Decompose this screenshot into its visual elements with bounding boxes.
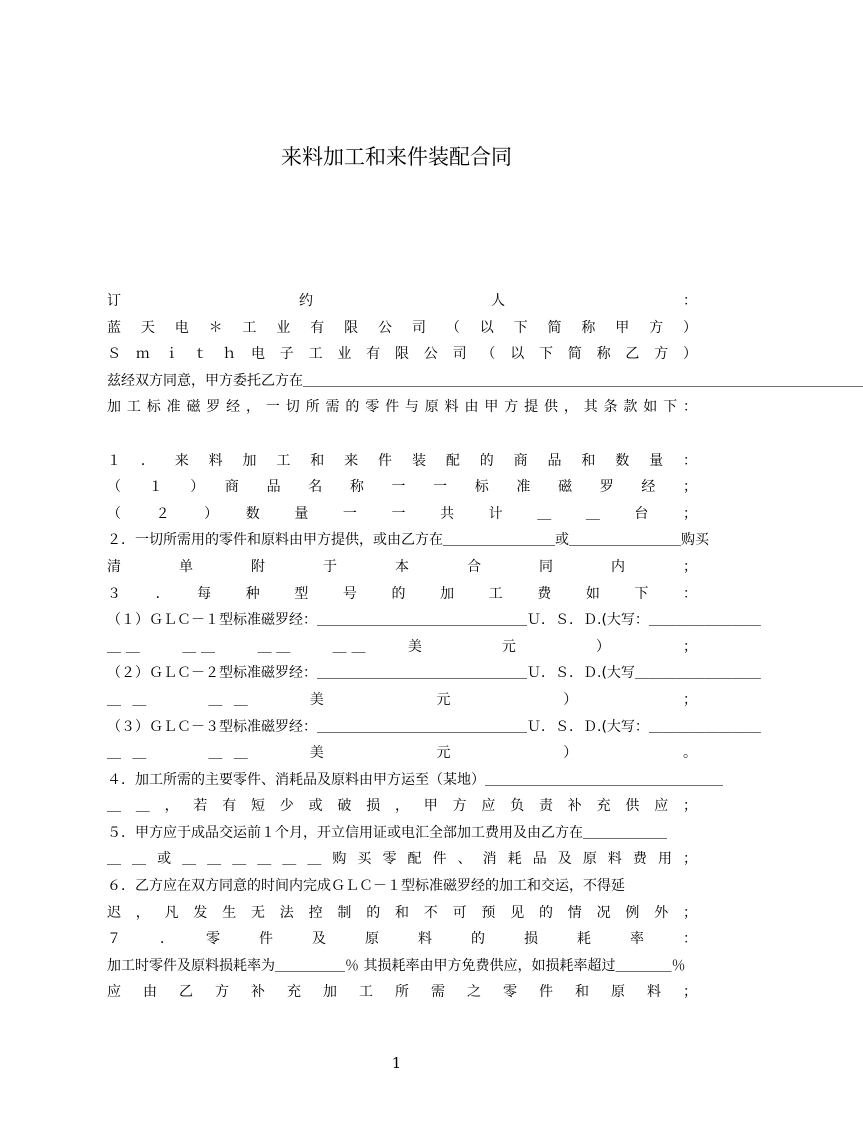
clause-3-item-2: （２）ＧＬＣ－２型标准磁罗经：＿＿＿＿＿＿＿＿＿＿＿＿＿＿＿Ｕ．Ｓ．Ｄ.(大写＿＿＿＿＿＿＿＿＿ <box>107 665 761 682</box>
clause-3-item-3: （３）ＧＬＣ－３型标准磁罗经：＿＿＿＿＿＿＿＿＿＿＿＿＿＿＿Ｕ．Ｓ．Ｄ.(大写：＿＿＿＿＿＿＿＿ <box>107 718 761 735</box>
clause-7-line-2: 应由乙方补充加工所需之零件和原料； <box>107 984 697 1001</box>
clause-5-line-1: ５．甲方应于成品交运前１个月，开立信用证或电汇全部加工费用及由乙方在＿＿＿＿＿＿ <box>107 824 667 841</box>
clause-1-item-2: （ ２ ） 数 量 一 一 共 计 ＿ ＿ 台 ； <box>107 505 697 522</box>
clause-6-line-1: ６．乙方应在双方同意的时间内完成ＧＬＣ－１型标准磁罗经的加工和交运，不得延 <box>107 878 625 895</box>
clause-1-item-1: （ １ ） 商 品 名 称 一 一 标 准 磁 罗 经 ； <box>107 479 697 496</box>
clause-3-heading: ３ ． 每 种 型 号 的 加 工 费 如 下 ： <box>107 585 697 602</box>
clause-6-line-2: 迟，凡发生无法控制的和不可预见的情况例外； <box>107 904 697 921</box>
clause-3-item-1-cont: ＿＿ ＿＿ ＿＿ ＿＿ 美 元 ） ； <box>107 638 697 655</box>
contract-title: 来料加工和来件装配合同 <box>281 145 512 169</box>
clause-3-item-3-cont: ＿＿ ＿＿ 美 元 ） 。 <box>107 745 697 762</box>
clause-3-item-2-cont: ＿＿ ＿＿ 美 元 ） ； <box>107 691 697 708</box>
contract-body <box>107 288 863 1006</box>
clause-5-line-2: ＿＿或＿＿＿＿＿＿购买零配件、消耗品及原料费用； <box>107 851 697 868</box>
clause-4-line-1: ４．加工所需的主要零件、消耗品及原料由甲方运至（某地）＿＿＿＿＿＿＿＿＿＿＿＿＿＿＿＿＿ <box>107 771 723 788</box>
blank-line <box>107 421 697 448</box>
clause-4-line-2: ＿＿，若有短少或破损，甲方应负责补充供应； <box>107 798 697 815</box>
party-b-line: Ｓｍｉｔｈ电子工业有限公司（以下简称乙方） <box>107 346 697 363</box>
preamble-line-2: 加工标准磁罗经，一切所需的零件与原料由甲方提供，其条款如下： <box>107 399 697 416</box>
page-number: 1 <box>391 1054 402 1072</box>
clause-2-line-2: 清 单 附 于 本 合 同 内 ； <box>107 558 697 575</box>
preamble-line-1: 兹经双方同意，甲方委托乙方在＿＿＿＿＿＿＿＿＿＿＿＿＿＿＿＿＿＿＿＿＿＿＿＿＿＿＿＿＿＿＿＿＿＿＿＿＿＿＿＿ <box>107 372 863 389</box>
clause-2-line-1: ２．一切所需用的零件和原料由甲方提供，或由乙方在＿＿＿＿＿＿＿＿或＿＿＿＿＿＿＿＿购买 <box>107 532 709 549</box>
clause-7-line-1: 加工时零件及原料损耗率为＿＿＿＿＿％ 其损耗率由甲方免费供应，如损耗率超过＿＿＿＿％ <box>107 957 686 974</box>
signatory-heading: 订 约 人 ： <box>107 293 697 309</box>
clause-1-heading: １．来料加工和来件装配的商品和数量： <box>107 452 697 469</box>
clause-3-item-1: （１）ＧＬＣ－１型标准磁罗经：＿＿＿＿＿＿＿＿＿＿＿＿＿＿＿Ｕ．Ｓ．Ｄ.(大写：＿＿＿＿＿＿＿＿ <box>107 612 761 629</box>
clause-7-heading: ７ ． 零 件 及 原 料 的 损 耗 率 ： <box>107 931 697 948</box>
party-a-line: 蓝天电＊工业有限公司（以下简称甲方） <box>107 319 697 336</box>
